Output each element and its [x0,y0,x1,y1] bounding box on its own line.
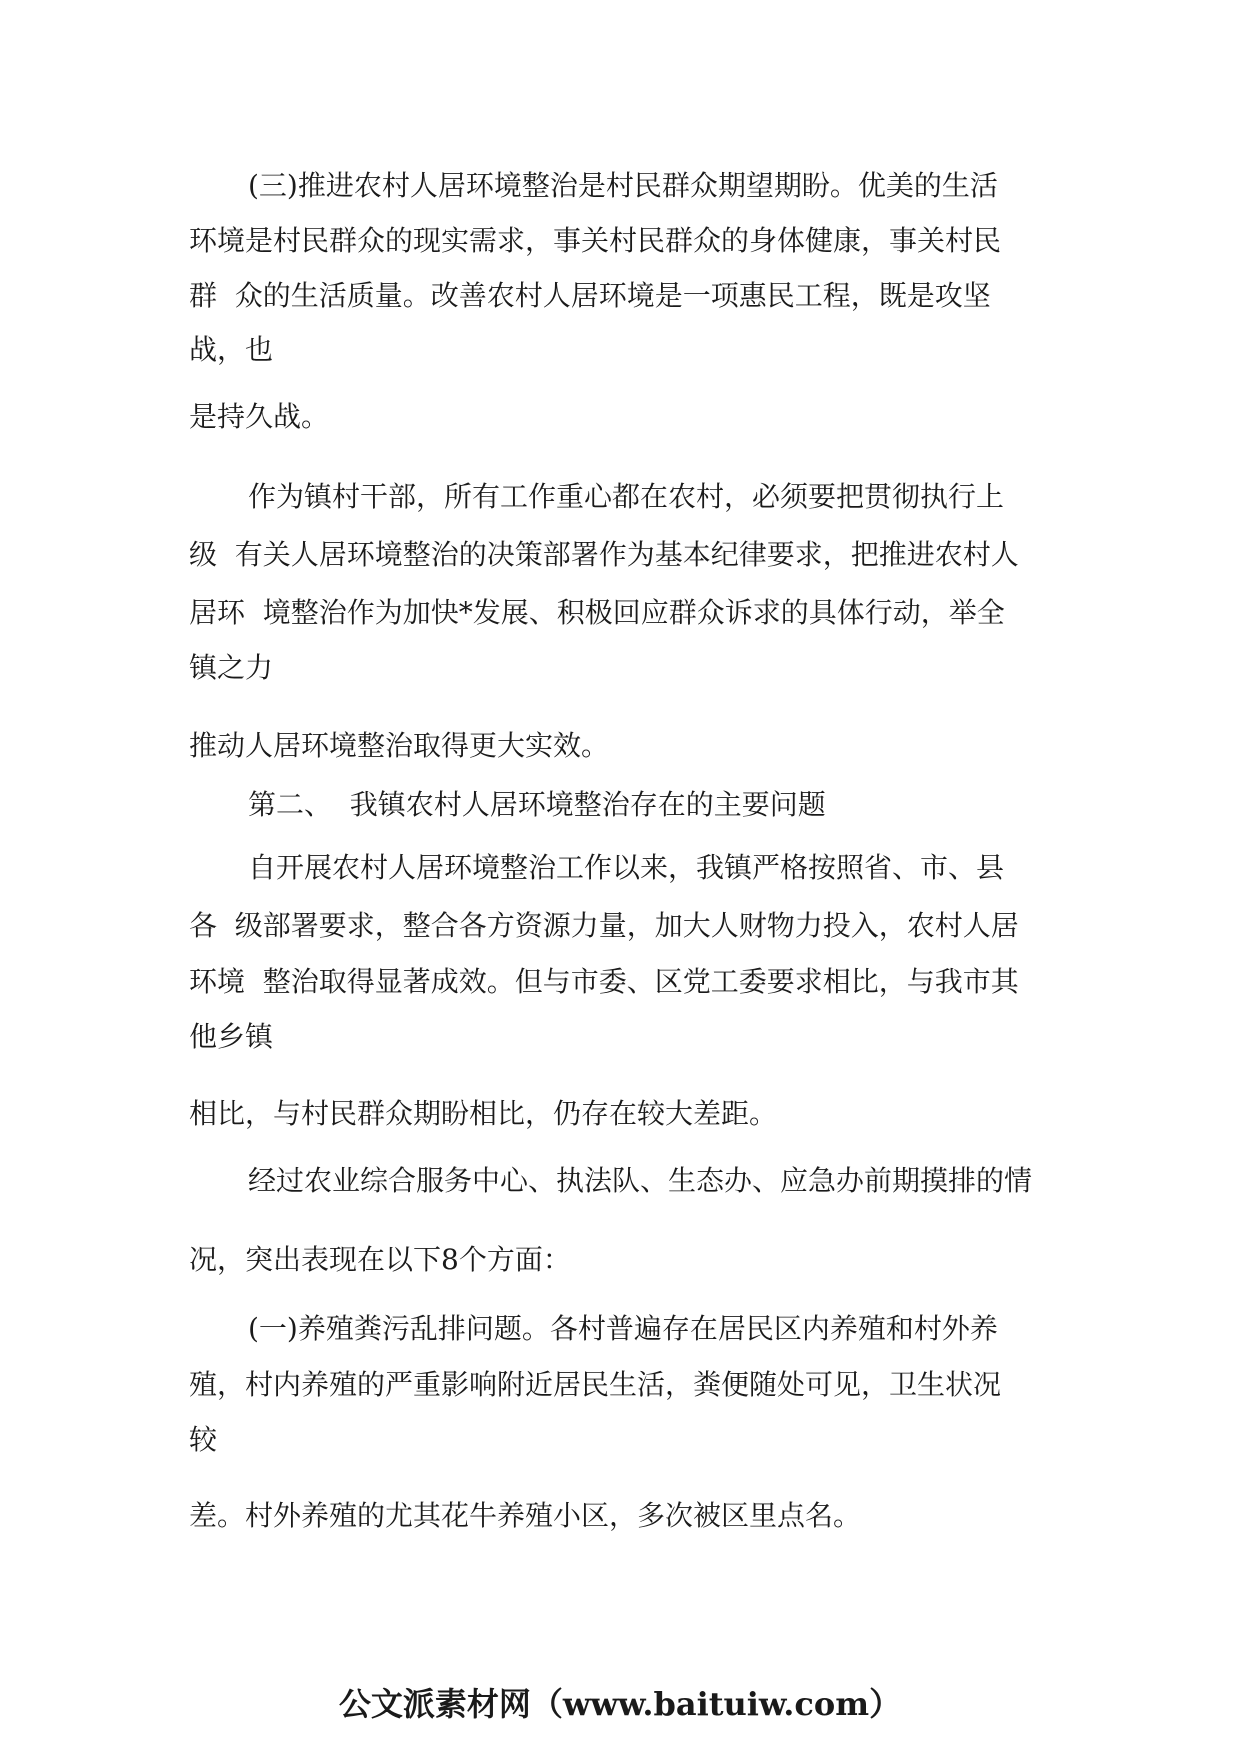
paragraph-line: 相比，与村民群众期盼相比，仍存在较大差距。 [189,1097,778,1130]
paragraph-line: 群 众的生活质量。改善农村人居环境是一项惠民工程，既是攻坚 [189,279,991,312]
paragraph-line: 居环 境整治作为加快*发展、积极回应群众诉求的具体行动，举全 [189,596,1005,629]
paragraph-line: 各 级部署要求，整合各方资源力量，加大人财物力投入，农村人居 [189,909,1019,942]
paragraph-line: 他乡镇 [189,1020,274,1053]
paragraph-line: (一)养殖粪污乱排问题。各村普遍存在居民区内养殖和村外养 [248,1312,998,1345]
paragraph-line: 环境 整治取得显著成效。但与市委、区党工委要求相比，与我市其 [189,965,1019,998]
paragraph-line: 差。村外养殖的尤其花牛养殖小区，多次被区里点名。 [189,1499,862,1532]
paragraph-line: 较 [189,1423,218,1456]
paragraph-line: 经过农业综合服务中心、执法队、生态办、应急办前期摸排的情 [248,1164,1033,1197]
paragraph-line: 况，突出表现在以下8个方面： [189,1243,571,1276]
paragraph-line: (三)推进农村人居环境整治是村民群众期望期盼。优美的生活 [248,169,998,202]
footer-watermark: 公文派素材网（www.baituiw.com） [338,1685,902,1723]
paragraph-line: 级 有关人居环境整治的决策部署作为基本纪律要求，把推进农村人 [189,538,1019,571]
paragraph-line: 作为镇村干部，所有工作重心都在农村，必须要把贯彻执行上 [248,480,1005,513]
paragraph-line: 是持久战。 [189,400,330,433]
paragraph-line: 殖，村内养殖的严重影响附近居民生活，粪便随处可见，卫生状况 [189,1368,1002,1401]
paragraph-line: 战，也 [189,333,274,366]
paragraph-line: 环境是村民群众的现实需求，事关村民群众的身体健康，事关村民 [189,224,1002,257]
paragraph-line: 自开展农村人居环境整治工作以来，我镇严格按照省、市、县 [248,851,1005,884]
paragraph-line: 镇之力 [189,651,274,684]
paragraph-line: 推动人居环境整治取得更大实效。 [189,729,610,762]
section-heading: 第二、 我镇农村人居环境整治存在的主要问题 [248,788,826,821]
